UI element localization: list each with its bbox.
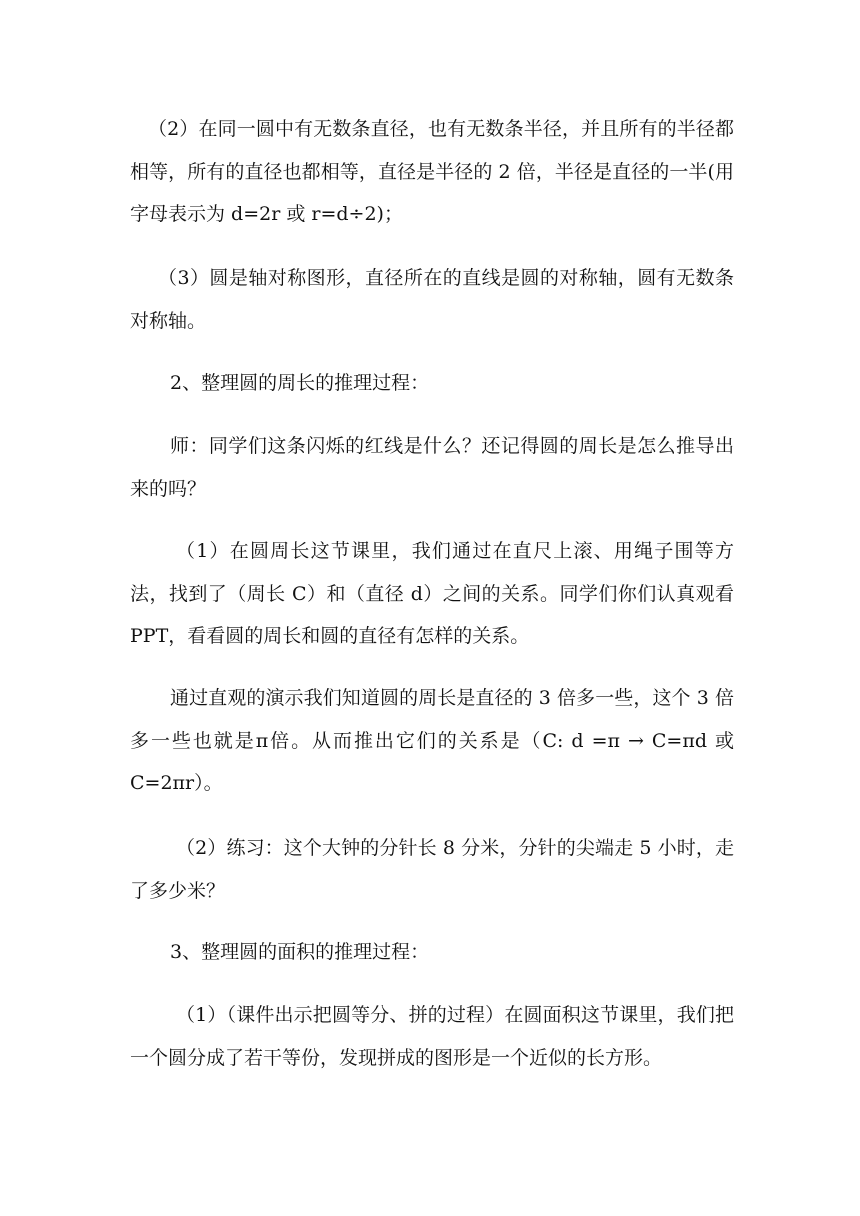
paragraph-teacher-question: 师：同学们这条闪烁的红线是什么？还记得圆的周长是怎么推导出来的吗？ (130, 435, 734, 500)
section-heading-circumference: 2、整理圆的周长的推理过程： (170, 372, 430, 394)
paragraph-axis-symmetry: （3）圆是轴对称图形，直径所在的直线是圆的对称轴，圆有无数条对称轴。 (130, 267, 734, 332)
section-heading-area: 3、整理圆的面积的推理过程： (170, 941, 430, 963)
paragraph-pi-relation: 通过直观的演示我们知道圆的周长是直径的 3 倍多一些，这个 3 倍多一些也就是π倍。从而推出它们的关系是（C: d =π → C=πd 或 C=2πr）。 (130, 687, 734, 794)
paragraph-clock-exercise: （2）练习：这个大钟的分针长 8 分米，分针的尖端走 5 小时，走了多少米？ (130, 837, 734, 902)
paragraph-area-derivation: （1）（课件出示把圆等分、拼的过程）在圆面积这节课里，我们把一个圆分成了若干等份，发现拼成的图形是一个近似的长方形。 (130, 1004, 734, 1069)
paragraph-circumference-method: （1）在圆周长这节课里，我们通过在直尺上滚、用绳子围等方法，找到了（周长 C）和（直径 d）之间的关系。同学们你们认真观看 PPT，看看圆的周长和圆的直径有怎样的关系。 (130, 540, 734, 647)
paragraph-radius-diameter: （2）在同一圆中有无数条直径，也有无数条半径，并且所有的半径都相等，所有的直径也都相等，直径是半径的 2 倍，半径是直径的一半(用字母表示为 d=2r 或 r=d÷2)； (130, 118, 734, 225)
